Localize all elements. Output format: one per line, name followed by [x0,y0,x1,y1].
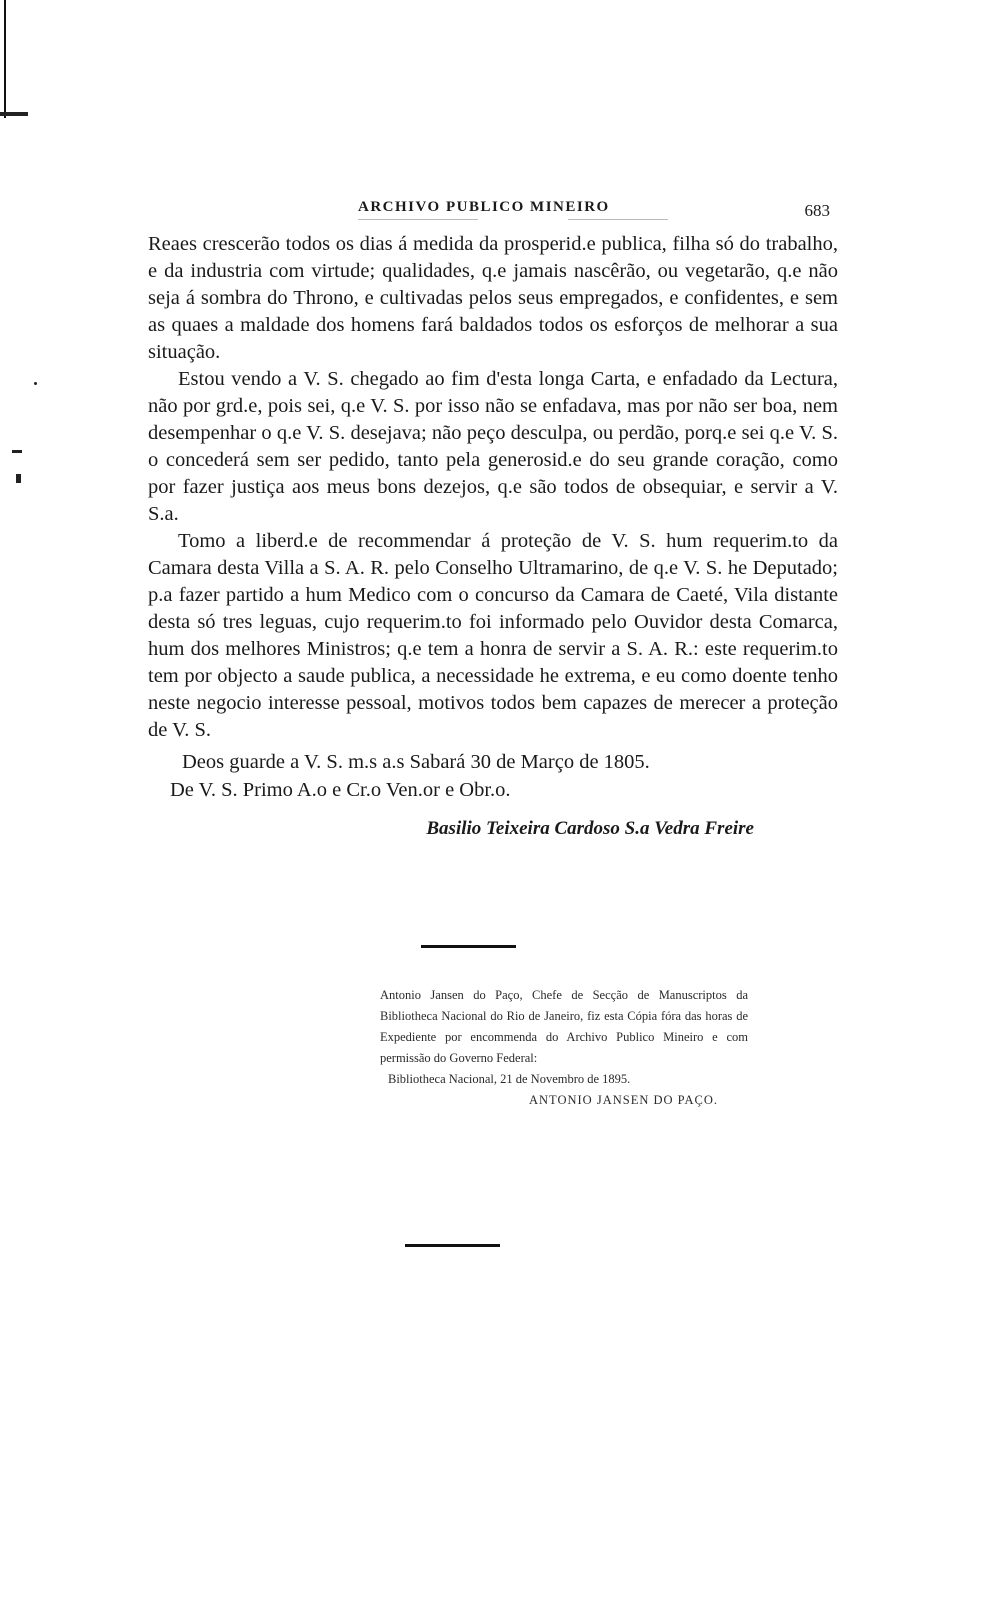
letter-closing [148,748,838,804]
letter-body [148,231,838,744]
closing-line: De V. S. Primo A.o e Cr.o Ven.or e Obr.o. [170,779,511,801]
page-number: 683 [804,201,830,220]
end-divider [405,1244,500,1247]
letter-paragraph: Tomo a liberd.e de recommendar á proteção de V. S. hum requerim.to da Camara desta Villa a S. A. R. pelo Conselho Ultramarino, de q.e V. S. he Deputado; p.a fazer partido a hum Medico com o concurso da Camara de Caeté, Vila distante desta só tres leguas, cujo requerim.to foi informado pelo Ouvidor desta Comarca, hum dos melhores Ministros; q.e tem a honra de servir a S. A. R.: este requerim.to tem por objecto a saude publica, a necessidade he extrema, e eu como doente tenho neste negocio interesse pessoal, motivos todos bem capazes de merecer a proteção de V. S. [148,530,838,741]
signature: Basilio Teixeira Cardoso S.a Vedra Freire [426,818,754,839]
certifier-name: ANTONIO JANSEN DO PAÇO. [529,1093,718,1107]
letter-paragraph: Reaes crescerão todos os dias á medida da prosperid.e publica, filha só do trabalho, e da industria com virtude; qualidades, q.e jamais nascêrão, ou vegetarão, q.e não seja á sombra do Throno, e cultivadas pelos seus empregados, e confidentes, e sem as quaes a maldade dos homens fará baldados todos os esforços de melhorar a sua situação. [148,233,838,363]
header-rule [568,219,668,220]
certification-text: Antonio Jansen do Paço, Chefe de Secção de Manuscriptos da Bibliotheca Nacional do Rio de Janeiro, fiz esta Cópia fóra das horas de Expediente por encommenda do Archivo Publico Mineiro e com permissão do Governo Federal: [380,988,748,1065]
scan-edge-line [4,0,6,118]
margin-mark [16,474,21,483]
letter-paragraph: Estou vendo a V. S. chegado ao fim d'esta longa Carta, e enfadado da Lectura, não por grd.e, pois sei, q.e V. S. por isso não se enfadava, mas por não ser boa, nem desempenhar o q.e V. S. desejava; não peço desculpa, ou perdão, porq.e sei q.e V. S. o concederá sem ser pedido, tanto pela generosid.e do seu grande coração, como por fazer justiça aos meus bons dezejos, q.e são todos de obsequiar, e servir a V. S.a. [148,368,838,525]
header-rule [358,219,478,220]
journal-title: ARCHIVO PUBLICO MINEIRO [358,199,610,215]
closing-line: Deos guarde a V. S. m.s a.s Sabará 30 de Março de 1805. [182,751,650,773]
margin-mark [12,450,22,453]
document-page [148,185,838,840]
margin-mark [0,112,28,116]
running-head [148,185,838,225]
certification-note [380,985,748,1111]
margin-dot [34,382,37,385]
certification-place-date: Bibliotheca Nacional, 21 de Novembro de 1895. [388,1072,631,1086]
section-divider [421,945,516,948]
